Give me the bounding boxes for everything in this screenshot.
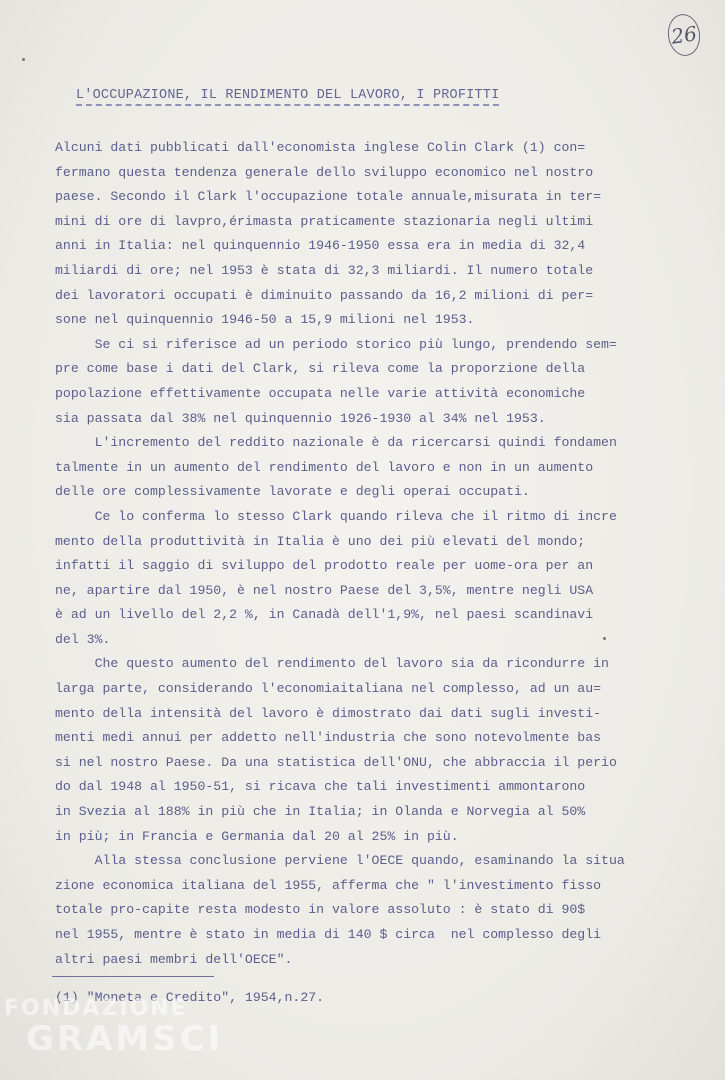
text-line: è ad un livello del 2,2 %, in Canadà dell'1,9%, nel paesi scandinavi — [55, 607, 594, 623]
text-line: talmente in un aumento del rendimento del lavoro e non in un aumento — [55, 459, 594, 475]
text-line: Che questo aumento del rendimento del lavoro sia da ricondurre in — [55, 656, 609, 672]
text-line: Alcuni dati pubblicati dall'economista inglese Colin Clark (1) con= — [55, 140, 586, 155]
text-line: del 3%. — [55, 631, 111, 647]
footnote-divider — [52, 976, 214, 977]
archive-watermark — [4, 996, 224, 1059]
text-line: miliardi di ore; nel 1953 è stata di 32,3 miliardi. Il numero totale — [55, 262, 594, 278]
text-line: L'incremento del reddito nazionale è da ricercarsi quindi fondamen — [55, 435, 617, 451]
text-line: ne, apartire dal 1950, è nel nostro Paese del 3,5%, mentre negli USA — [55, 582, 594, 598]
text-line: mento della intensità del lavoro è dimostrato dai dati sugli investi- — [55, 705, 602, 721]
text-line: mini di ore di lavpro,érimasta praticamente stazionaria negli ultimi — [55, 213, 594, 229]
text-line: altri paesi membri dell'OECE". — [55, 951, 293, 967]
text-line: infatti il saggio di sviluppo del prodotto reale per uome-ora per an — [55, 558, 594, 574]
ink-speck — [603, 637, 606, 640]
page-title: L'OCCUPAZIONE, IL RENDIMENTO DEL LAVORO, I PROFITTI — [76, 88, 499, 106]
text-line: Alla stessa conclusione perviene l'OECE quando, esaminando la situa — [55, 853, 625, 869]
text-line: nel 1955, mentre è stato in media di 140 $ circa nel complesso degli — [55, 927, 602, 942]
text-line: sone nel quinquennio 1946-50 a 15,9 milioni nel 1953. — [55, 312, 475, 328]
text-line: sia passata dal 38% nel quinquennio 1926-1930 al 34% nel 1953. — [55, 410, 546, 426]
text-line: Ce lo conferma lo stesso Clark quando rileva che il ritmo di incre — [55, 508, 617, 524]
watermark-line-2: GRAMSCI — [26, 1019, 224, 1059]
watermark-line-1: FONDAZIONE — [4, 996, 188, 1021]
text-line: Se ci si riferisce ad un periodo storico più lungo, prendendo sem= — [55, 336, 617, 352]
text-line: dei lavoratori occupati è diminuito passando da 16,2 milioni di per= — [55, 287, 594, 303]
text-line: popolazione effettivamente occupata nelle varie attività economiche — [55, 385, 586, 401]
text-line: in più; in Francia e Germania dal 20 al 25% in più. — [55, 828, 459, 844]
text-line: anni in Italia: nel quinquennio 1946-1950 essa era in media di 32,4 — [55, 238, 586, 254]
footnote: (1) "Moneta e Credito", 1954,n.27. — [55, 990, 325, 1005]
text-line: pre come base i dati del Clark, si rileva come la proporzione della — [55, 361, 586, 377]
text-line: si nel nostro Paese. Da una statistica dell'ONU, che abbraccia il perio — [55, 754, 617, 770]
text-line: do dal 1948 al 1950-51, si ricava che tali investimenti ammontarono — [55, 779, 586, 795]
text-line: paese. Secondo il Clark l'occupazione totale annuale,misurata in ter= — [55, 189, 602, 205]
text-line: fermano questa tendenza generale dello sviluppo economico nel nostro — [55, 164, 594, 180]
page-number: 26 — [665, 12, 703, 58]
text-line: larga parte, considerando l'economiaitaliana nel complesso, ad un au= — [55, 681, 602, 697]
body-text — [55, 136, 675, 972]
text-line: totale pro-capite resta modesto in valore assoluto : è stato di 90$ — [55, 902, 586, 918]
text-line: mento della produttività in Italia è uno dei più elevati del mondo; — [55, 533, 586, 549]
text-line: zione economica italiana del 1955, afferma che " l'investimento fisso — [55, 877, 602, 893]
ink-speck — [22, 58, 25, 61]
text-line: menti medi annui per addetto nell'industria che sono notevolmente bas — [55, 730, 602, 746]
text-line: in Svezia al 188% in più che in Italia; in Olanda e Norvegia al 50% — [55, 804, 586, 820]
text-line: delle ore complessivamente lavorate e degli operai occupati. — [55, 484, 530, 500]
